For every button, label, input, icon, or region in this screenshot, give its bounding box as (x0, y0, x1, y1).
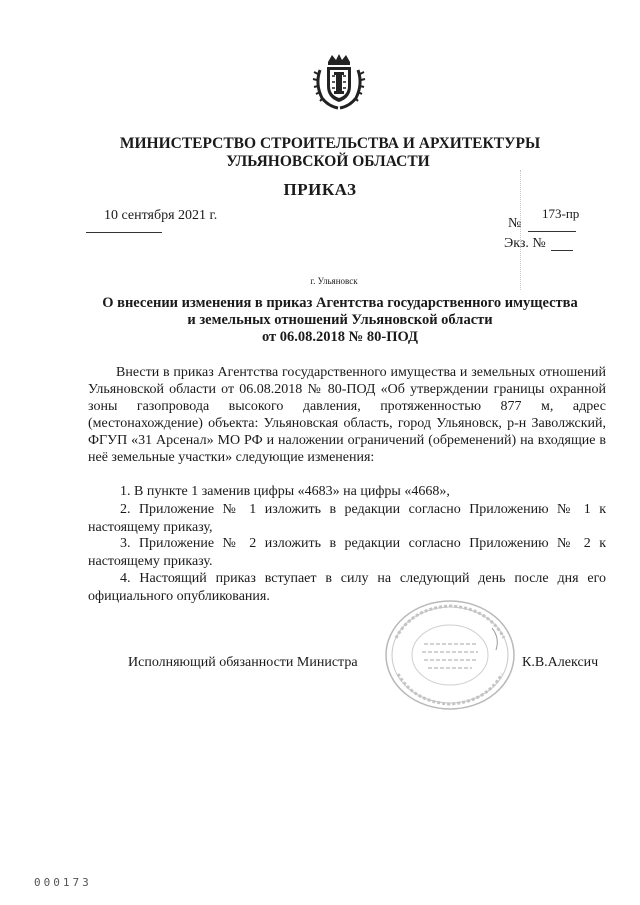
ministry-name-line2: УЛЬЯНОВСКОЙ ОБЛАСТИ (226, 153, 430, 170)
page-code: 000173 (34, 876, 92, 889)
official-stamp-icon (382, 598, 518, 712)
signer-name: К.В.Алексич (522, 655, 599, 670)
ministry-name-line1: МИНИСТЕРСТВО СТРОИТЕЛЬСТВА И АРХИТЕКТУРЫ (119, 135, 541, 152)
signer-position: Исполняющий обязанности Министра (128, 655, 358, 670)
margin-dotted-line (520, 170, 521, 290)
copy-number-label: Экз. № (504, 236, 546, 251)
number-underline (528, 231, 576, 232)
document-date: 10 сентября 2021 г. (104, 208, 218, 223)
list-item-4: 4. Настоящий приказ вступает в силу на следующий день после дня его официального опубликования. (88, 571, 606, 604)
order-title-line1: О внесении изменения в приказ Агентства государственного имущества (102, 295, 578, 311)
coat-of-arms-icon (312, 52, 366, 110)
order-title-line2: и земельных отношений Ульяновской области (187, 312, 493, 328)
list-item-1: 1. В пункте 1 заменив цифры «4683» на цифры «4668», (120, 484, 450, 499)
document-number: 173-пр (542, 206, 580, 221)
city-name: г. Ульяновск (310, 276, 358, 286)
document-type: ПРИКАЗ (283, 180, 357, 199)
copy-number-underline (551, 250, 573, 251)
intro-paragraph: Внести в приказ Агентства государственного имущества и земельных отношений Ульяновской области от 06.08.2018 № 80-ПОД «Об утверждении границы охранной зоны газопровода высокого давления, протяженностью 877 м, адрес (местонахождение) объекта: Ульяновская область, город Ульяновск, р-н Заволжский, ФГУП «31 Арсенал» МО РФ и наложении ограничений (обременений) на входящие в неё земельные участки» следующие изменения: (88, 365, 606, 465)
date-underline (86, 232, 162, 233)
list-item-3: 3. Приложение № 2 изложить в редакции согласно Приложению № 2 к настоящему приказу. (88, 536, 606, 569)
list-item-2: 2. Приложение № 1 изложить в редакции согласно Приложению № 1 к настоящему приказу, (88, 502, 606, 535)
order-title-line3: от 06.08.2018 № 80-ПОД (261, 329, 419, 345)
number-sign: № (508, 216, 522, 231)
